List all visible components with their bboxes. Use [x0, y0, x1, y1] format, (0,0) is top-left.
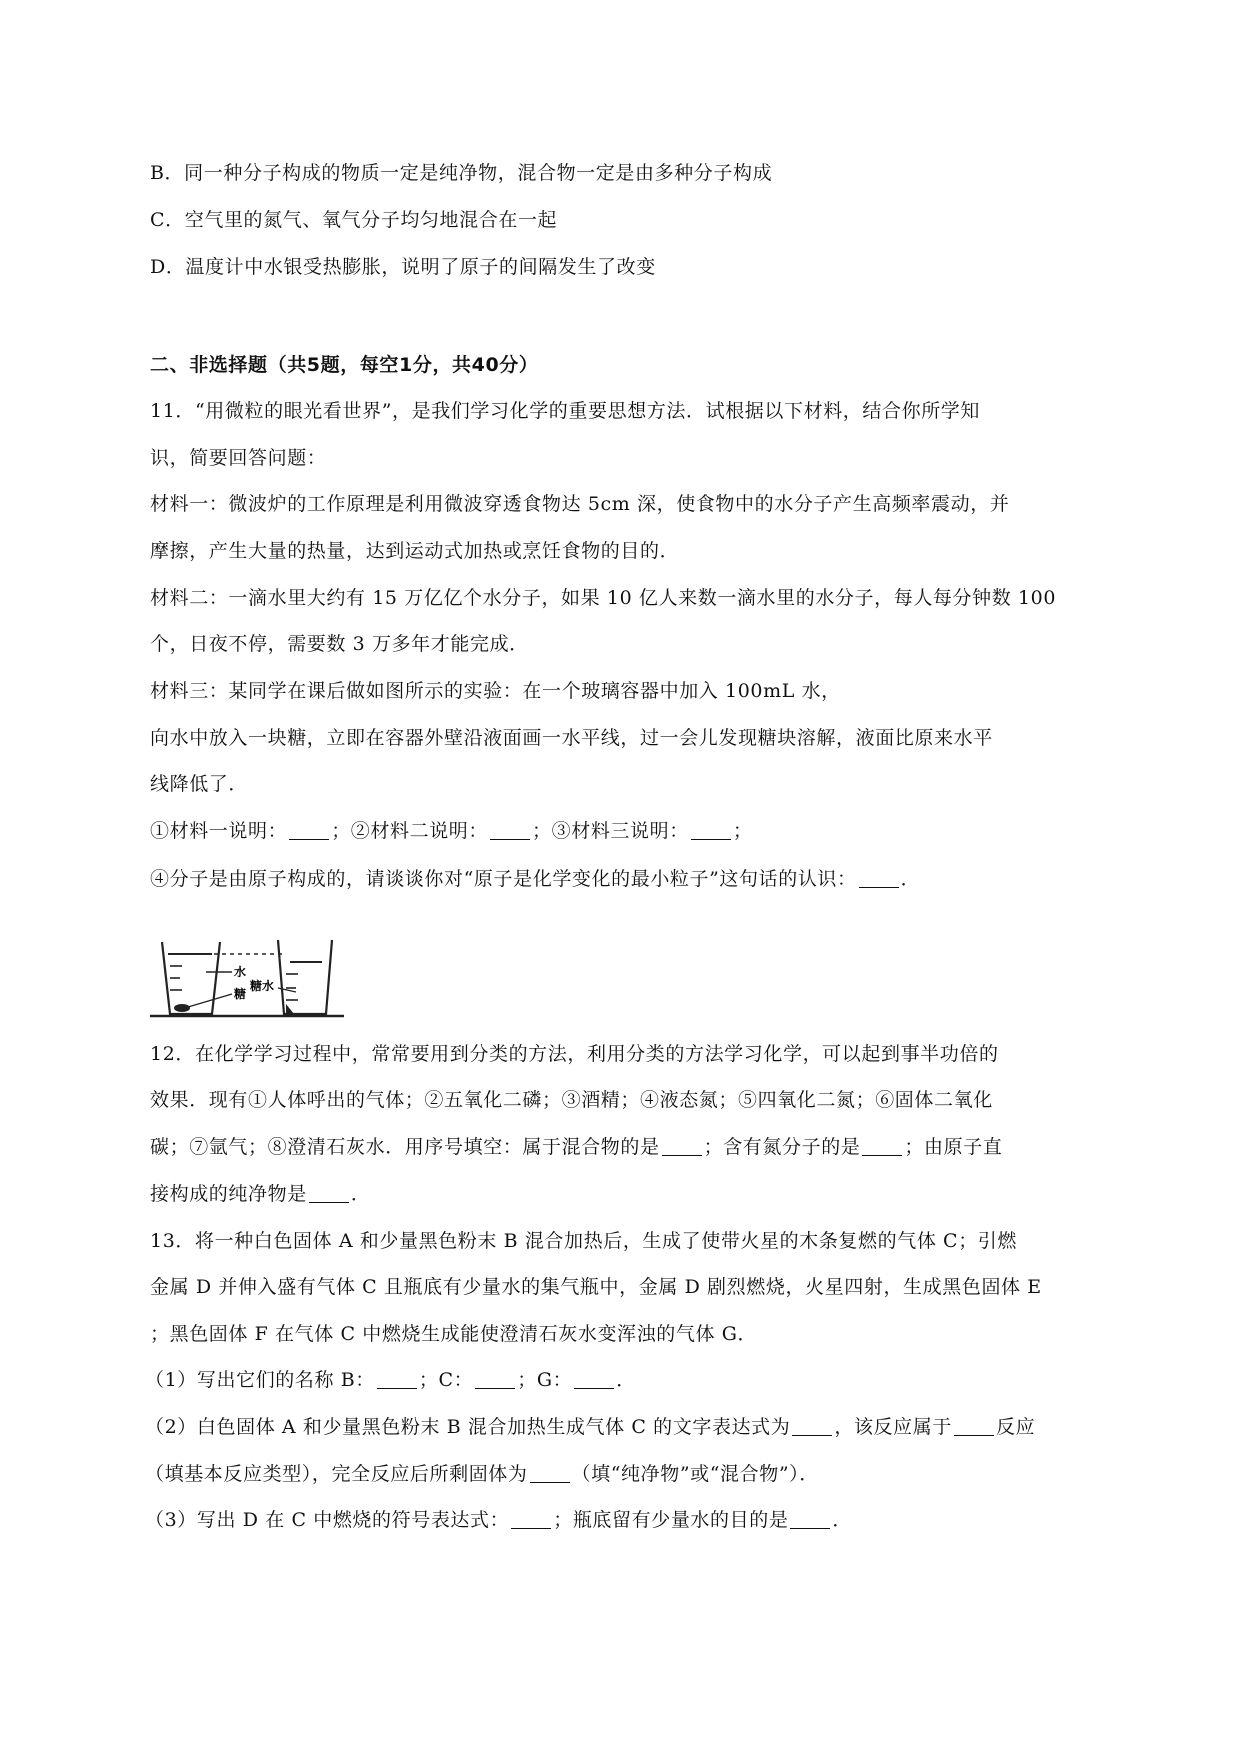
q13-part-2-a: （2）白色固体 A 和少量黑色粉末 B 混合加热生成气体 C 的文字表达式为 — [145, 1416, 791, 1438]
answer-blank[interactable] — [511, 1510, 551, 1529]
q11-ask-1-part-a: ①材料一说明： — [150, 820, 288, 842]
q11-material-3-line-3: 线降低了． — [150, 773, 249, 795]
answer-blank[interactable] — [792, 1417, 832, 1436]
label-water: 水 — [234, 965, 247, 979]
q13-part-2-line-2 — [145, 1461, 819, 1487]
right-beaker-residue — [286, 1004, 294, 1014]
q13-part-1-d: ． — [616, 1369, 636, 1391]
right-beaker-outline — [278, 940, 332, 1014]
answer-blank[interactable] — [859, 869, 899, 888]
sugar-pointer — [188, 994, 232, 1007]
q13-part-2-line-2-a: （填基本反应类型），完全反应后所剩固体为 — [145, 1463, 528, 1485]
beaker-experiment-figure — [150, 930, 350, 1022]
q12-line-4-part-a: 接构成的纯净物是 — [150, 1183, 307, 1205]
q13-part-2-line-2-b: （填“纯净物”或“混合物”）． — [571, 1463, 819, 1485]
q11-ask-1-part-c: ；③材料三说明： — [532, 820, 689, 842]
answer-blank[interactable] — [309, 1184, 349, 1203]
q13-part-1 — [145, 1367, 636, 1393]
option-b: B．同一种分子构成的物质一定是纯净物，混合物一定是由多种分子构成 — [150, 162, 773, 184]
q11-ask-1 — [150, 818, 752, 844]
option-d: D．温度计中水银受热膨胀，说明了原子的间隔发生了改变 — [150, 256, 656, 278]
q12-line-4 — [150, 1181, 370, 1207]
q11-material-3-line-1: 材料三：某同学在课后做如图所示的实验：在一个玻璃容器中加入 100mL 水， — [150, 680, 841, 702]
q11-ask-1-part-d: ； — [732, 820, 753, 842]
q12-line-2: 效果．现有①人体呼出的气体；②五氧化二磷；③酒精；④液态氮；⑤四氧化二氮；⑥固体二氧化 — [150, 1089, 993, 1111]
q11-ask-2 — [150, 866, 920, 892]
q13-part-2-c: 反应 — [995, 1416, 1036, 1438]
answer-blank[interactable] — [691, 821, 731, 840]
label-sugar-water: 糖水 — [250, 979, 275, 993]
q13-line-3: ；黑色固体 F 在气体 C 中燃烧生成能使澄清石灰水变浑浊的气体 G． — [150, 1323, 758, 1345]
section-heading: 二、非选择题（共5题，每空1分，共40分） — [150, 354, 539, 376]
q11-material-3-line-2: 向水中放入一块糖，立即在容器外壁沿液面画一水平线，过一会儿发现糖块溶解，液面比原来水平 — [150, 727, 993, 749]
answer-blank[interactable] — [790, 1510, 830, 1529]
q13-part-1-a: （1）写出它们的名称 B： — [145, 1369, 375, 1391]
q13-part-3-b: ；瓶底留有少量水的目的是 — [553, 1509, 789, 1531]
answer-blank[interactable] — [574, 1370, 614, 1389]
q11-material-1-line-2: 摩擦，产生大量的热量，达到运动式加热或烹饪食物的目的． — [150, 540, 680, 562]
q11-material-1-line-1: 材料一：微波炉的工作原理是利用微波穿透食物达 5cm 深，使食物中的水分子产生高频率震动，并 — [150, 493, 1010, 515]
q11-line-1: 11．“用微粒的眼光看世界”，是我们学习化学的重要思想方法．试根据以下材料，结合你所学知 — [150, 400, 981, 422]
q12-line-4-part-b: ． — [350, 1183, 371, 1205]
answer-blank[interactable] — [475, 1370, 515, 1389]
q11-ask-1-part-b: ；②材料二说明： — [331, 820, 489, 842]
answer-blank[interactable] — [490, 821, 530, 840]
q11-line-2: 识，简要回答问题： — [150, 447, 327, 469]
q11-ask-2-part-a: ④分子是由原子构成的，请谈谈你对“原子是化学变化的最小粒子”这句话的认识： — [150, 868, 857, 890]
option-c: C．空气里的氮气、氧气分子均匀地混合在一起 — [150, 209, 558, 231]
label-sugar: 糖 — [234, 987, 247, 1001]
q13-line-2: 金属 D 并伸入盛有气体 C 且瓶底有少量水的集气瓶中，金属 D 剧烈燃烧，火星四射，生成黑色固体 E — [150, 1276, 1042, 1298]
q13-part-1-b: ；C： — [418, 1369, 474, 1391]
sugar-cube — [174, 1004, 190, 1012]
answer-blank[interactable] — [862, 1137, 902, 1156]
q12-line-3-part-b: ；含有氮分子的是 — [703, 1136, 861, 1158]
q13-line-1: 13．将一种白色固体 A 和少量黑色粉末 B 混合加热后，生成了使带火星的木条复燃的气体 C；引燃 — [150, 1230, 1017, 1252]
answer-blank[interactable] — [662, 1137, 702, 1156]
q12-line-3-part-c: ；由原子直 — [904, 1136, 1003, 1158]
q11-ask-2-part-b: ． — [900, 868, 921, 890]
answer-blank[interactable] — [530, 1464, 570, 1483]
q13-part-2-b: ，该反应属于 — [834, 1416, 952, 1438]
q13-part-2-line-1 — [145, 1414, 1035, 1440]
q13-part-3-c: ． — [832, 1509, 853, 1531]
q11-material-2-line-1: 材料二：一滴水里大约有 15 万亿亿个水分子，如果 10 亿人来数一滴水里的水分子，每人每分钟数 100 — [150, 587, 1057, 609]
answer-blank[interactable] — [954, 1417, 994, 1436]
answer-blank[interactable] — [289, 821, 329, 840]
q12-line-3-part-a: 碳；⑦氩气；⑧澄清石灰水．用序号填空：属于混合物的是 — [150, 1136, 660, 1158]
q13-part-1-c: ；G： — [517, 1369, 573, 1391]
q11-material-2-line-2: 个，日夜不停，需要数 3 万多年才能完成． — [150, 633, 529, 655]
q12-line-3 — [150, 1134, 1002, 1160]
q13-part-3-a: （3）写出 D 在 C 中燃烧的符号表达式： — [145, 1509, 510, 1531]
q13-part-3 — [145, 1507, 852, 1533]
answer-blank[interactable] — [377, 1370, 417, 1389]
q12-line-1: 12．在化学学习过程中，常常要用到分类的方法，利用分类的方法学习化学，可以起到事半功倍的 — [150, 1043, 999, 1065]
